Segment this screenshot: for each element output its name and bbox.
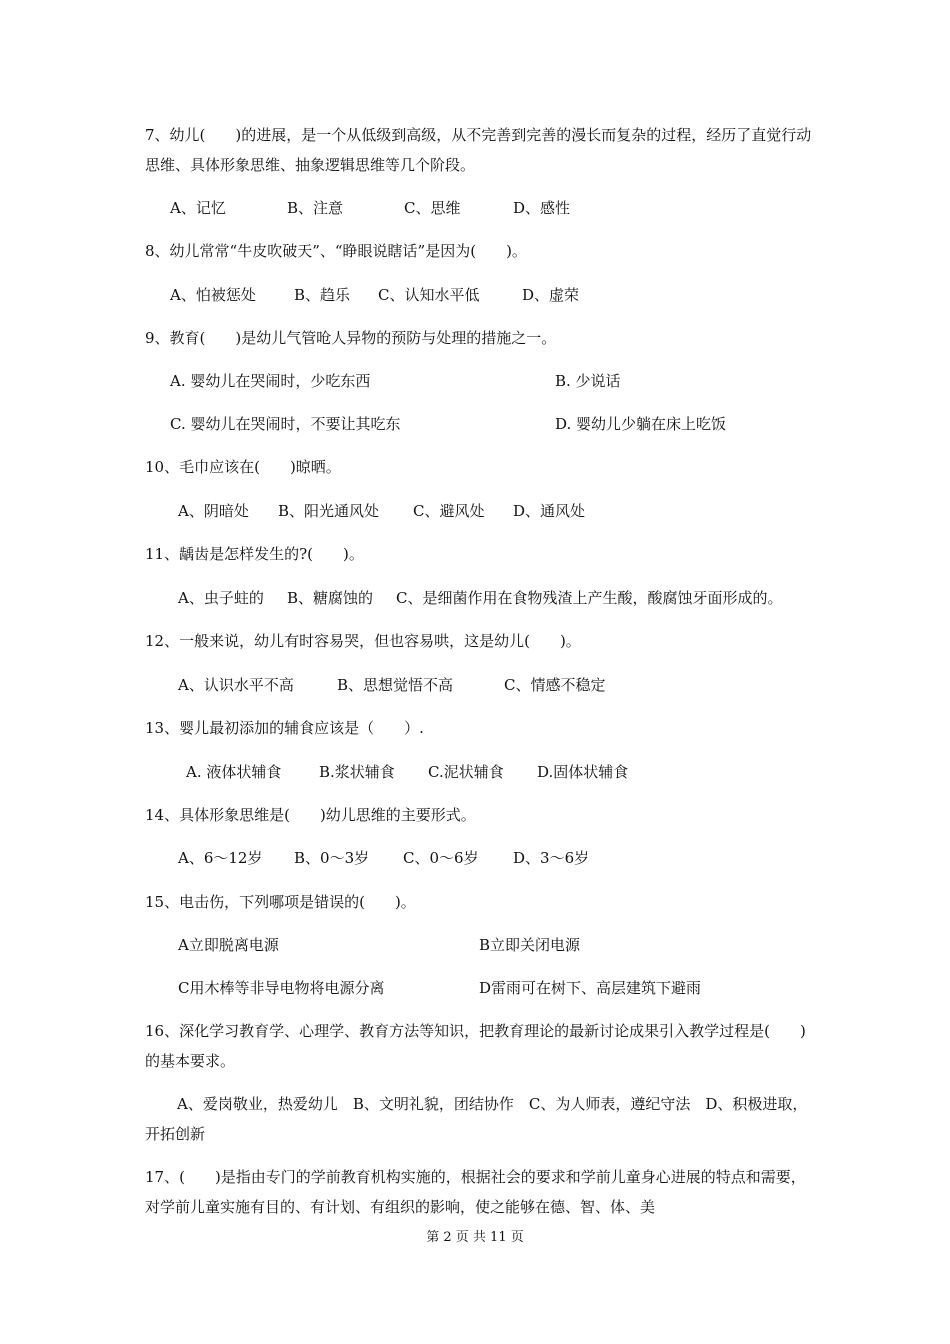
question-15-stem: 15、电击伤，下列哪项是错误的( )。	[145, 893, 416, 911]
question-9-stem: 9、教育( )是幼儿气管呛人异物的预防与处理的措施之一。	[145, 329, 557, 347]
question-12-option-b: B、思想觉悟不高	[337, 676, 454, 694]
question-8-option-a: A、怕被惩处	[170, 286, 256, 304]
question-13-option-b: B.浆状辅食	[319, 763, 395, 781]
question-12-stem: 12、一般来说，幼儿有时容易哭，但也容易哄，这是幼儿( )。	[145, 632, 581, 650]
question-16-options: A、爱岗敬业，热爱幼儿 B、文明礼貌，团结协作 C、为人师表，遵纪守法 D、积极进取，开拓创新	[145, 1095, 808, 1143]
question-10-option-c: C、避风处	[413, 502, 485, 520]
question-10-option-a: A、阴暗处	[178, 502, 249, 520]
question-15-option-d: D雷雨可在树下、高层建筑下避雨	[479, 979, 702, 997]
question-8-option-b: B、趋乐	[294, 286, 351, 304]
question-9-option-c: C. 婴幼儿在哭闹时，不要让其吃东	[170, 415, 401, 433]
question-7-option-a: A、记忆	[170, 199, 226, 217]
question-17-stem: 17、( )是指由专门的学前教育机构实施的，根据社会的要求和学前儿童身心进展的特点和需要，对学前儿童实施有目的、有计划、有组织的影响，使之能够在德、智、体、美	[145, 1168, 806, 1216]
question-8-stem: 8、幼儿常常“牛皮吹破天”、“睁眼说瞎话”是因为( )。	[145, 242, 527, 260]
question-16-stem: 16、深化学习教育学、心理学、教育方法等知识，把教育理论的最新讨论成果引入教学过程是( )的基本要求。	[145, 1022, 806, 1070]
question-12-option-a: A、认识水平不高	[178, 676, 294, 694]
question-15-option-c: C用木棒等非导电物将电源分离	[178, 979, 385, 997]
question-15-option-b: B立即关闭电源	[479, 936, 581, 954]
question-7-option-c: C、思维	[404, 199, 461, 217]
question-13-stem: 13、婴儿最初添加的辅食应该是（ ）.	[145, 719, 424, 737]
question-8-option-c: C、认知水平低	[378, 286, 480, 304]
question-11-option-b: B、糖腐蚀的	[287, 589, 374, 607]
question-11-option-c: C、是细菌作用在食物残渣上产生酸，酸腐蚀牙面形成的。	[396, 589, 783, 607]
page-number: 第 2 页 共 11 页	[426, 1230, 524, 1245]
question-10-option-d: D、通风处	[513, 502, 586, 520]
question-11-option-a: A、虫子蛀的	[178, 589, 264, 607]
question-9-option-b: B. 少说话	[555, 372, 621, 390]
question-13-option-d: D.固体状辅食	[537, 763, 629, 781]
question-13-option-c: C.泥状辅食	[428, 763, 504, 781]
question-14-option-b: B、0～3岁	[294, 849, 370, 867]
question-14-option-a: A、6～12岁	[178, 849, 263, 867]
question-12-option-c: C、情感不稳定	[504, 676, 606, 694]
question-14-option-c: C、0～6岁	[403, 849, 479, 867]
question-14-option-d: D、3～6岁	[513, 849, 590, 867]
question-7-option-b: B、注意	[287, 199, 344, 217]
question-10-stem: 10、毛巾应该在( )晾晒。	[145, 458, 341, 476]
question-9-option-d: D. 婴幼儿少躺在床上吃饭	[555, 415, 727, 433]
question-9-option-a: A. 婴幼儿在哭闹时，少吃东西	[170, 372, 371, 390]
question-8-option-d: D、虚荣	[522, 286, 580, 304]
question-14-stem: 14、具体形象思维是( )幼儿思维的主要形式。	[145, 806, 476, 824]
question-15-option-a: A立即脱离电源	[178, 936, 279, 954]
question-10-option-b: B、阳光通风处	[278, 502, 380, 520]
question-11-stem: 11、龋齿是怎样发生的?( )。	[145, 545, 364, 563]
question-13-option-a: A. 液体状辅食	[186, 763, 282, 781]
question-7-stem: 7、幼儿( )的进展，是一个从低级到高级，从不完善到完善的漫长而复杂的过程，经历了直觉行动思维、具体形象思维、抽象逻辑思维等几个阶段。	[145, 126, 812, 174]
question-7-option-d: D、感性	[513, 199, 571, 217]
